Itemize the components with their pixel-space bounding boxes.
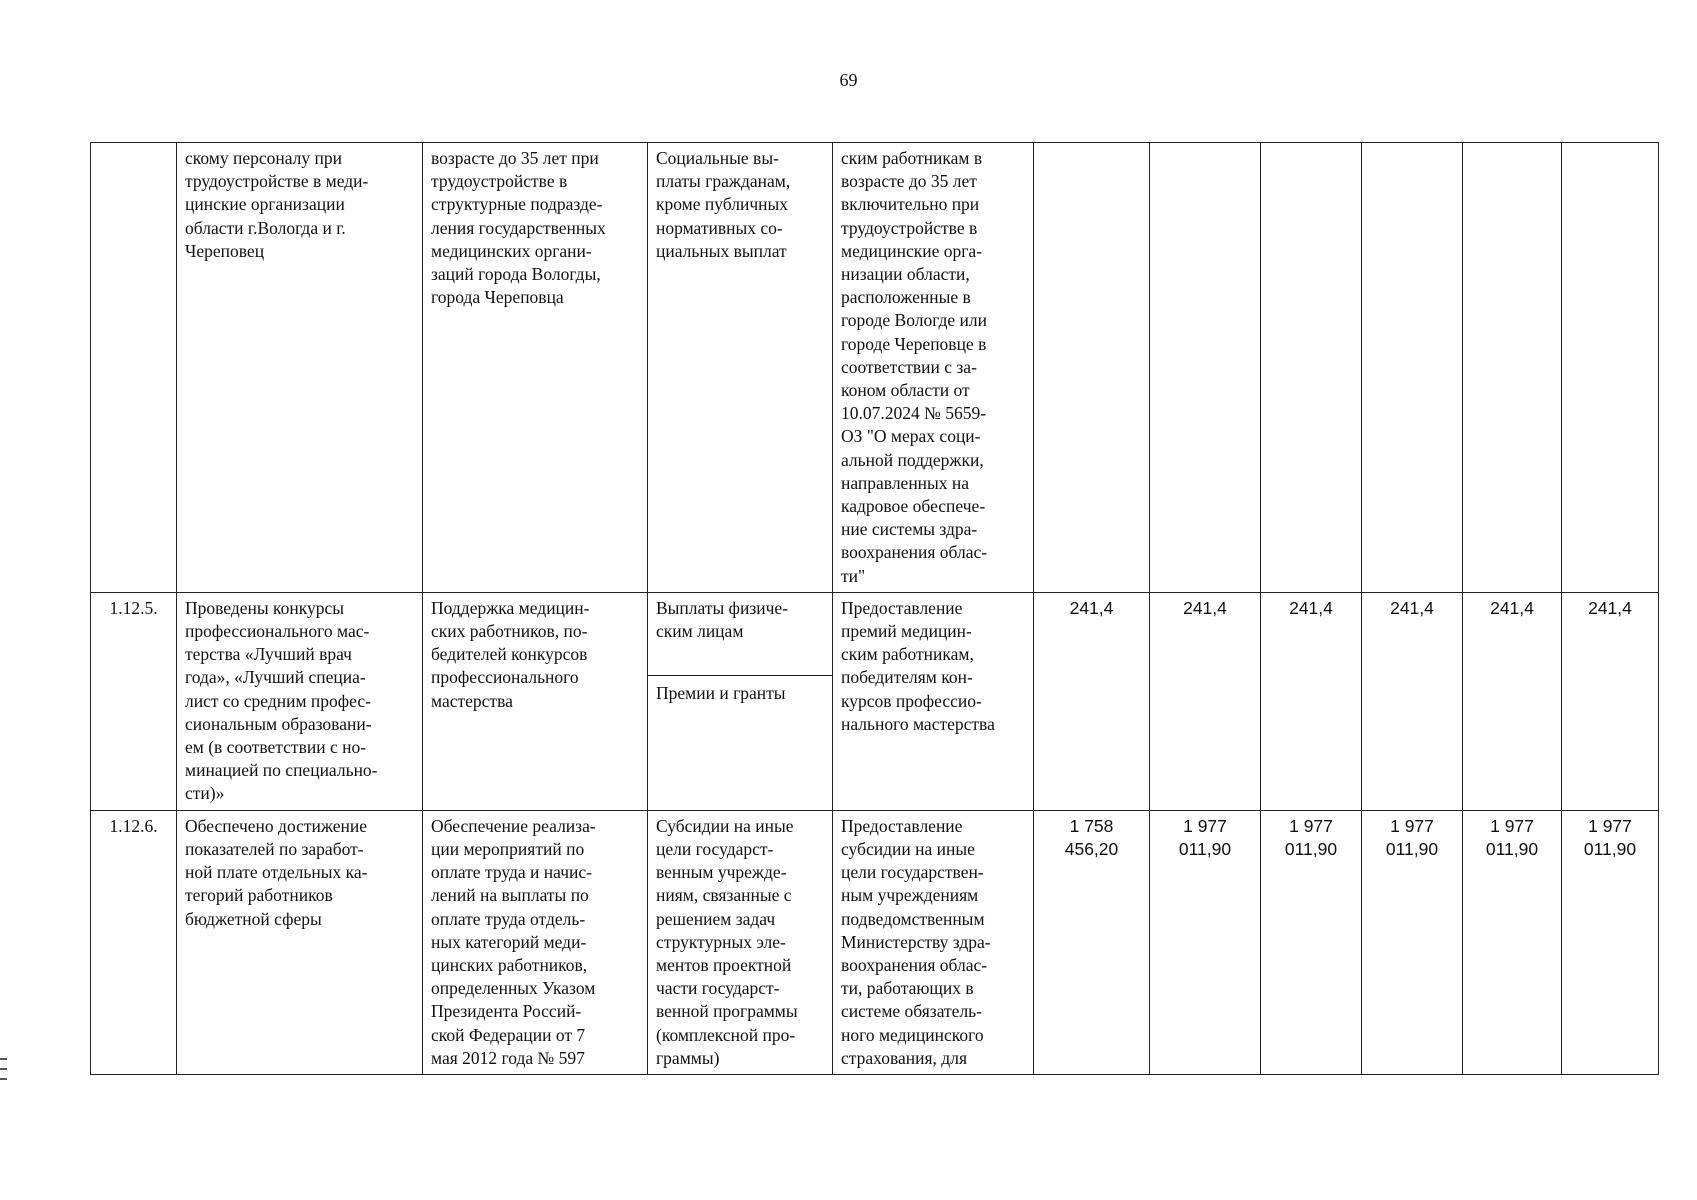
measure-cell-text: Поддержка медицин- ских работников, по- бедителей конкурсов профессионального мастерства: [431, 597, 590, 711]
value-cell: [1150, 143, 1261, 593]
scan-edge-mark: [0, 1078, 7, 1080]
result-cell-text: Проведены конкурсы профессионального мас- терства «Лучший врач года», «Лучший специа- лист со средним профес- сиональным образовани- ем (в соответствии с но- минацией по специально- сти)»: [185, 597, 378, 804]
description-cell: [833, 143, 1034, 593]
description-cell: [833, 810, 1034, 1074]
value-cell: [1562, 143, 1659, 593]
value-cell: [1034, 592, 1150, 810]
result-cell: [177, 592, 423, 810]
value-cell-text: 241,4: [1588, 597, 1632, 618]
result-cell: [177, 143, 423, 593]
value-cell-text: 1 977 011,90: [1385, 815, 1439, 859]
result-cell: [177, 810, 423, 1074]
expense-type-cell: [648, 143, 833, 593]
measure-cell: [423, 592, 648, 810]
value-cell-text: 241,4: [1289, 597, 1333, 618]
value-cell-text: 1 977 011,90: [1178, 815, 1232, 859]
value-cell-text: 1 977 011,90: [1583, 815, 1637, 859]
value-cell: [1463, 810, 1562, 1074]
expense-type-cell: [648, 810, 833, 1074]
value-cell: [1362, 810, 1463, 1074]
value-cell-text: 241,4: [1390, 597, 1434, 618]
value-cell: [1150, 592, 1261, 810]
table-row: [91, 592, 1659, 810]
value-cell-text: 1 977 011,90: [1485, 815, 1539, 859]
description-cell-text: ским работникам в возрасте до 35 лет включительно при трудоустройстве в медицинские орга- низации области, расположенные в городе Вологде или городе Череповце в соответствии с за- коном области от 10.07.2024 № 5659- ОЗ "О мерах соци- альной поддержки, направленных на кадровое обеспече- ние системы здра- воохранения облас- ти": [841, 148, 988, 586]
value-cell: [1150, 810, 1261, 1074]
measure-cell-text: возрасте до 35 лет при трудоустройстве в структурные подразде- ления государственных медицинских органи- заций города Вологды, города Череповца: [431, 148, 606, 308]
page-number: 69: [839, 70, 858, 90]
value-cell-text: 241,4: [1069, 597, 1114, 618]
expense-type-cell: [648, 592, 833, 810]
row-code-cell-text: 1.12.5.: [109, 597, 158, 618]
value-cell: [1034, 143, 1150, 593]
table-row: [91, 810, 1659, 1074]
value-cell: [1562, 810, 1659, 1074]
row-code-cell-text: 1.12.6.: [109, 815, 158, 836]
value-cell: [1261, 592, 1362, 810]
value-cell: [1463, 143, 1562, 593]
value-cell: [1463, 592, 1562, 810]
expense-subtype: Премии и гранты: [648, 675, 832, 705]
value-cell: [1261, 810, 1362, 1074]
value-cell: [1362, 143, 1463, 593]
measure-cell: [423, 810, 648, 1074]
result-cell-text: скому персоналу при трудоустройстве в меди- цинские организации области г.Вологда и г. Череповец: [185, 148, 369, 261]
value-cell: [1562, 592, 1659, 810]
measure-cell-text: Обеспечение реализа- ции мероприятий по оплате труда и начис- лений на выплаты по оплате труда отдель- ных категорий меди- цинских работников, определенных Указом Президента Россий- ской Федерации от 7 мая 2012 года № 597: [431, 815, 596, 1068]
description-cell-text: Предоставление премий медицин- ским работникам, победителям кон- курсов профессио- нального мастерства: [841, 597, 995, 734]
value-cell-text: 1 977 011,90: [1284, 815, 1338, 859]
row-code-cell: [91, 143, 177, 593]
row-code-cell: [91, 592, 177, 810]
scan-edge-mark: [0, 1068, 7, 1070]
value-cell-text: 241,4: [1490, 597, 1534, 618]
description-cell-text: Предоставление субсидии на иные цели государствен- ным учреждениям подведомственным Министерству здра- воохранения облас- ти, работающих в системе обязатель- ного медицинского страхования, для: [841, 815, 991, 1068]
value-cell: [1261, 143, 1362, 593]
table-row: [91, 143, 1659, 593]
expense-type-cell-text: Субсидии на иные цели государст- венным учрежде- ниям, связанные с решением задач структурных эле- ментов проектной части государст- венной программы (комплексной про- граммы): [656, 815, 798, 1068]
value-cell-text: 241,4: [1183, 597, 1227, 618]
program-table: [90, 142, 1659, 1075]
expense-type-cell-text: Выплаты физиче- ским лицам: [656, 597, 789, 642]
description-cell: [833, 592, 1034, 810]
scan-edge-mark: [0, 1058, 7, 1060]
value-cell-text: 1 758 456,20: [1064, 815, 1119, 859]
value-cell: [1034, 810, 1150, 1074]
expense-type-cell-text: Социальные вы- платы гражданам, кроме публичных нормативных со- циальных выплат: [656, 148, 791, 261]
value-cell: [1362, 592, 1463, 810]
result-cell-text: Обеспечено достижение показателей по заработ- ной плате отдельных ка- тегорий работников бюджетной сферы: [185, 815, 368, 929]
measure-cell: [423, 143, 648, 593]
row-code-cell: [91, 810, 177, 1074]
